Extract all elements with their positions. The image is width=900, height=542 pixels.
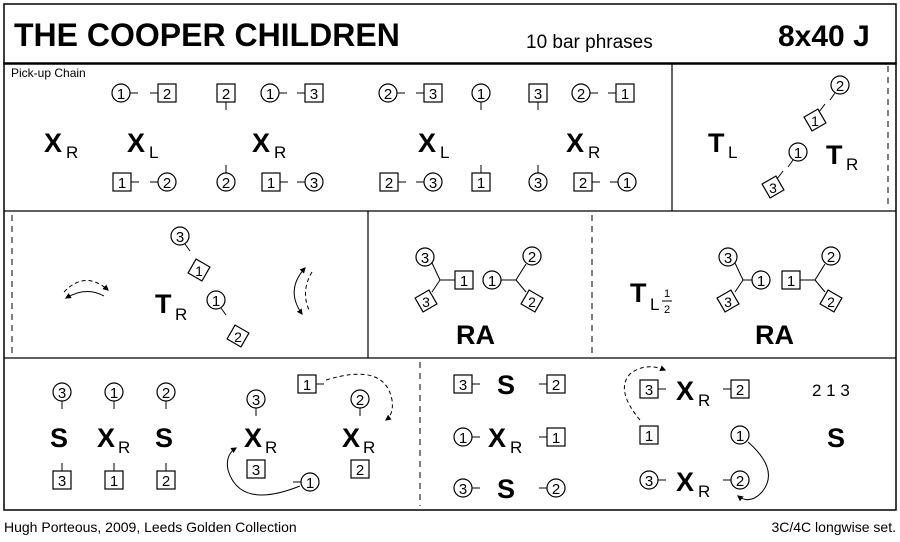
svg-text:L: L: [440, 143, 450, 162]
svg-text:3: 3: [769, 180, 777, 196]
svg-text:2: 2: [528, 294, 536, 310]
dancer-3-circle: [529, 165, 547, 192]
svg-text:3: 3: [57, 473, 67, 490]
dancer-1-circle: [261, 84, 287, 103]
dancer-3-square: [762, 171, 784, 198]
svg-text:3: 3: [533, 175, 543, 192]
dancer-2-square: [227, 325, 249, 347]
ra-star-right: [782, 247, 842, 312]
svg-text:1: 1: [735, 428, 745, 445]
dancer-2-square: [351, 460, 369, 479]
figure-cross-right: [97, 423, 130, 457]
svg-text:2: 2: [161, 473, 171, 490]
svg-text:X: X: [488, 423, 507, 453]
figure-turn-left-half: [630, 278, 672, 316]
figure-turn-right: [826, 140, 858, 174]
svg-text:R: R: [363, 438, 376, 457]
dancer-2-circle: [539, 479, 565, 498]
svg-text:3: 3: [644, 382, 654, 399]
dancer-3-circle: [247, 390, 265, 416]
ra-star-right: [483, 247, 543, 312]
dancer-1-circle: [472, 84, 490, 110]
figure-cross-right: [44, 128, 78, 162]
cast-arrow-icon: [227, 448, 300, 495]
dancer-3-circle: [416, 173, 442, 192]
figure-turn-right: [155, 289, 187, 324]
dancer-1-square: [188, 259, 210, 281]
svg-text:2: 2: [355, 462, 365, 479]
svg-text:R: R: [698, 482, 711, 501]
dancer-3-circle: [297, 173, 323, 192]
dancer-2-square: [217, 84, 235, 110]
svg-text:1: 1: [476, 175, 486, 192]
svg-text:1: 1: [211, 293, 221, 310]
figure-set: S: [497, 370, 516, 400]
dancer-1-square: [113, 173, 139, 192]
svg-text:3: 3: [309, 86, 319, 103]
svg-text:2: 2: [161, 385, 171, 402]
dancer-2-square: [157, 463, 175, 490]
svg-text:T: T: [708, 128, 725, 158]
dancer-1-square: [105, 463, 123, 490]
dancer-2-square: [539, 375, 565, 394]
svg-text:1: 1: [459, 273, 469, 290]
svg-text:3: 3: [251, 462, 261, 479]
dancer-3-square: [297, 84, 323, 103]
svg-text:1: 1: [620, 86, 630, 103]
figure-cross-right: [252, 128, 286, 162]
svg-text:2: 2: [162, 86, 172, 103]
figure-set: S: [50, 423, 69, 453]
svg-text:2: 2: [527, 249, 537, 266]
svg-text:2: 2: [221, 175, 231, 192]
svg-text:3: 3: [420, 250, 430, 267]
svg-text:1: 1: [487, 273, 497, 290]
svg-text:1: 1: [117, 175, 127, 192]
svg-text:2: 2: [735, 382, 745, 399]
svg-text:3: 3: [175, 229, 185, 246]
dancer-2-circle: [830, 76, 849, 100]
ra-star-left: [415, 248, 473, 312]
svg-text:1: 1: [265, 86, 275, 103]
svg-text:R: R: [66, 143, 79, 162]
credit-text: Hugh Porteous, 2009, Leeds Golden Collection: [4, 519, 297, 535]
svg-text:3: 3: [428, 86, 438, 103]
svg-text:3: 3: [309, 175, 319, 192]
dancer-3-square: [640, 380, 666, 399]
dancer-2-circle: [572, 84, 598, 103]
svg-text:R: R: [175, 305, 188, 324]
dancer-1-square: [262, 173, 288, 192]
svg-text:R: R: [588, 143, 601, 162]
svg-text:3: 3: [458, 377, 468, 394]
figure-cross-right: [676, 376, 710, 410]
svg-text:1: 1: [266, 175, 276, 192]
dancer-3-square: [53, 463, 71, 490]
svg-text:3: 3: [251, 392, 261, 409]
svg-text:X: X: [418, 128, 437, 158]
dancer-3-circle: [640, 471, 666, 490]
svg-text:X: X: [44, 128, 63, 158]
figure-cross-left: [418, 128, 449, 162]
dancer-2-circle: [150, 173, 176, 192]
svg-text:2: 2: [221, 86, 231, 103]
svg-text:1: 1: [786, 273, 796, 290]
dancer-3-circle: [171, 227, 190, 251]
dancer-2-circle: [723, 471, 749, 490]
figure-set: S: [155, 423, 174, 453]
figure-set: S: [827, 423, 846, 453]
svg-text:T: T: [155, 289, 172, 319]
dancer-1-square: [804, 104, 826, 131]
svg-text:R: R: [846, 155, 859, 174]
dancer-1-square: [539, 428, 565, 447]
dancer-2-circle: [157, 383, 175, 409]
svg-text:1: 1: [811, 113, 819, 129]
dancer-1-circle: [731, 426, 749, 445]
svg-text:1: 1: [551, 430, 561, 447]
dance-title: THE COOPER CHILDREN: [14, 17, 400, 53]
svg-text:3: 3: [644, 473, 654, 490]
svg-text:X: X: [676, 467, 695, 497]
svg-text:3: 3: [422, 294, 430, 310]
swap-arrows-icon: [64, 280, 108, 298]
svg-text:3: 3: [724, 294, 732, 310]
svg-text:X: X: [97, 423, 116, 453]
svg-text:T: T: [826, 140, 843, 170]
svg-text:X: X: [342, 423, 361, 453]
svg-text:2: 2: [551, 377, 561, 394]
dancer-1-circle: [105, 383, 123, 409]
final-order-label: 2 1 3: [812, 381, 850, 400]
svg-text:2: 2: [384, 175, 394, 192]
dancer-1-square: [472, 165, 490, 192]
svg-text:1: 1: [664, 288, 671, 300]
dancer-3-circle: [53, 383, 71, 409]
svg-text:3: 3: [533, 86, 543, 103]
svg-text:3: 3: [428, 175, 438, 192]
dancer-1-circle: [788, 143, 807, 167]
svg-text:1: 1: [622, 175, 632, 192]
pickup-chain-label: Pick-up Chain: [11, 66, 86, 80]
svg-text:R: R: [698, 391, 711, 410]
svg-text:1: 1: [305, 475, 315, 492]
svg-text:X: X: [244, 423, 263, 453]
dancer-1-square: [298, 375, 324, 394]
svg-text:1: 1: [644, 428, 654, 445]
svg-text:1: 1: [195, 263, 203, 279]
dancer-1-circle: [454, 428, 480, 447]
dancer-3-square: [416, 84, 442, 103]
phrase-info: 10 bar phrases: [526, 32, 653, 53]
figure-cross-right: [488, 423, 522, 457]
svg-text:2: 2: [835, 78, 845, 95]
dancer-1-circle: [207, 291, 226, 315]
svg-text:3: 3: [57, 385, 67, 402]
dancer-3-square: [454, 375, 480, 394]
svg-text:2: 2: [355, 392, 365, 409]
svg-text:3: 3: [723, 250, 733, 267]
figure-cross-right: [676, 467, 710, 501]
formation-label: 8x40 J: [778, 20, 870, 53]
dancer-2-circle: [379, 84, 405, 103]
svg-text:R: R: [118, 438, 131, 457]
dancer-3-square: [529, 84, 547, 110]
svg-text:2: 2: [827, 294, 835, 310]
svg-text:2: 2: [162, 175, 172, 192]
svg-text:1: 1: [476, 86, 486, 103]
figure-cross-right: [566, 128, 600, 162]
figure-set: S: [497, 474, 516, 504]
svg-text:X: X: [566, 128, 585, 158]
svg-text:L: L: [728, 143, 738, 162]
figure-cross-right: [244, 423, 277, 457]
svg-text:2: 2: [826, 249, 836, 266]
svg-text:L: L: [149, 143, 159, 162]
svg-text:2: 2: [576, 86, 586, 103]
dancer-1-circle: [610, 173, 636, 192]
figure-turn-left: [708, 128, 737, 162]
svg-text:R: R: [510, 438, 523, 457]
svg-text:1: 1: [109, 473, 119, 490]
svg-text:R: R: [274, 143, 287, 162]
svg-text:2: 2: [664, 304, 671, 316]
dancer-2-circle: [351, 390, 369, 416]
svg-text:1: 1: [109, 385, 119, 402]
dancer-1-circle: [293, 473, 319, 492]
svg-text:3: 3: [458, 481, 468, 498]
dancer-3-circle: [454, 479, 480, 498]
dancer-2-circle: [217, 165, 235, 192]
svg-text:2: 2: [578, 175, 588, 192]
dancer-1-square: [640, 426, 658, 445]
svg-text:2: 2: [234, 329, 242, 345]
dancer-2-square: [380, 173, 406, 192]
svg-text:1: 1: [302, 377, 312, 394]
dancer-2-square: [723, 380, 749, 399]
dancer-1-circle: [112, 84, 138, 103]
svg-text:X: X: [252, 128, 271, 158]
dancer-3-square: [247, 460, 265, 479]
svg-text:1: 1: [756, 273, 766, 290]
svg-text:R: R: [265, 438, 278, 457]
figure-cross-right: [342, 423, 375, 457]
svg-text:L: L: [650, 295, 660, 314]
svg-text:2: 2: [551, 481, 561, 498]
ra-star-left: [717, 248, 770, 312]
dancer-2-square: [574, 173, 600, 192]
figure-rights-and-lefts: RA: [456, 320, 495, 350]
dancer-1-square: [608, 84, 634, 103]
dancer-2-square: [150, 84, 176, 103]
set-type-text: 3C/4C longwise set.: [771, 519, 896, 535]
svg-text:T: T: [630, 278, 647, 308]
svg-text:X: X: [676, 376, 695, 406]
svg-text:1: 1: [458, 430, 468, 447]
svg-text:2: 2: [383, 86, 393, 103]
svg-text:1: 1: [116, 86, 126, 103]
svg-text:1: 1: [793, 145, 803, 162]
svg-text:2: 2: [735, 473, 745, 490]
figure-rights-and-lefts: RA: [755, 320, 794, 350]
svg-text:X: X: [127, 128, 146, 158]
rotate-arrows-icon: [294, 268, 312, 314]
figure-cross-left: [127, 128, 158, 162]
